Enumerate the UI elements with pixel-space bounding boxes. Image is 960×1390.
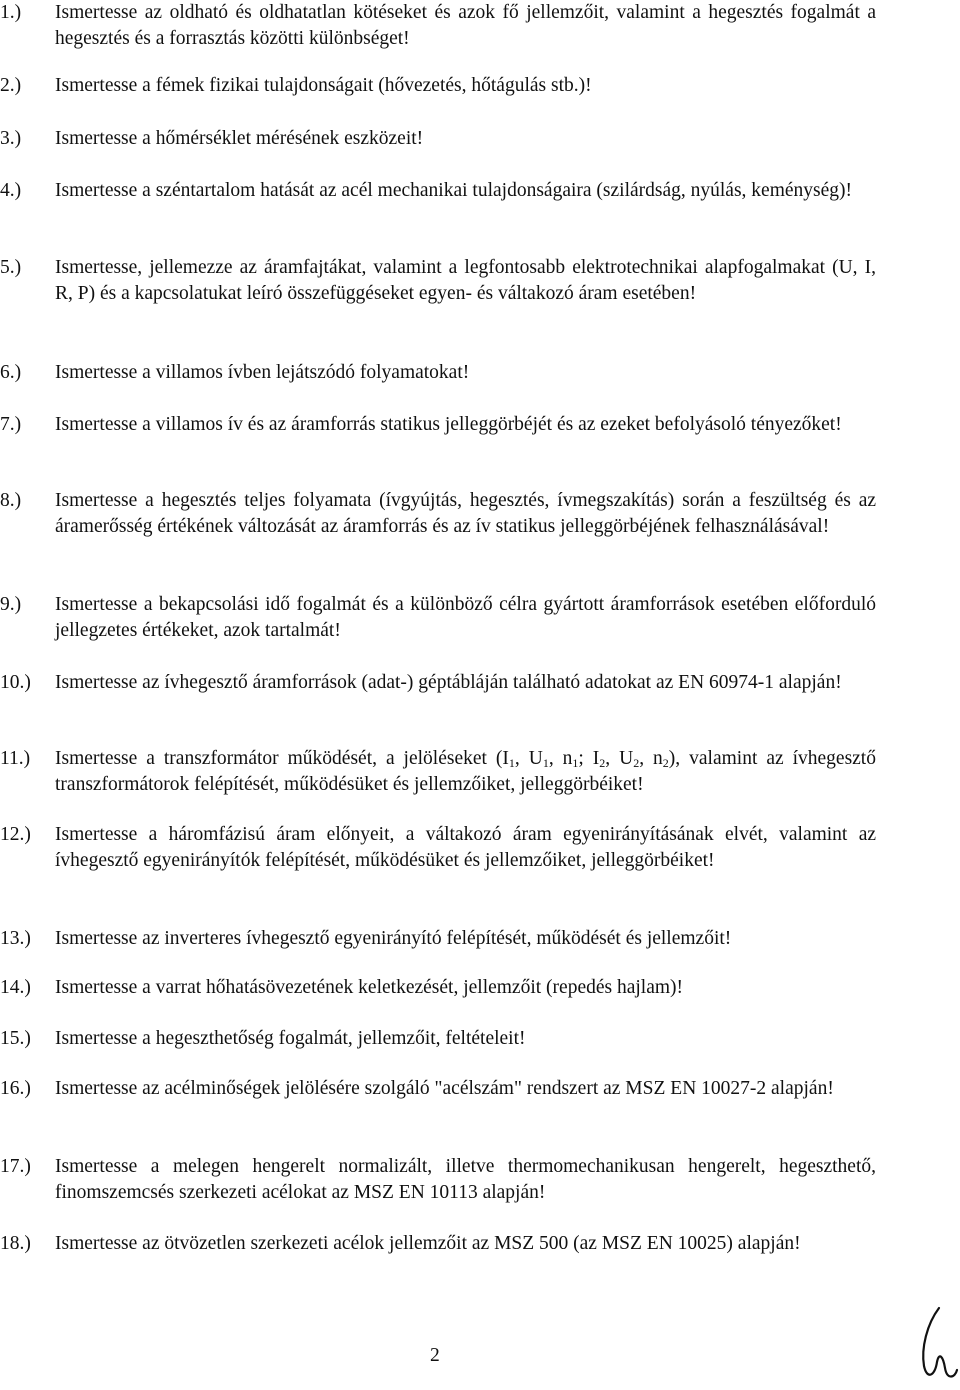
subscript: 1 [542, 756, 549, 770]
item-text: Ismertesse, jellemezze az áramfajtákat, valamint a legfontosabb elektrotechnikai alapfogalmakat (U, I, R, P) és a kapcsolatukat leíró összefüggéseket egyen- és váltakozó áram esetében! [55, 257, 876, 304]
item-number: 5.) [0, 257, 22, 278]
item-number: 2.) [0, 75, 22, 96]
item-number: 7.) [0, 414, 22, 435]
item-number: 11.) [0, 748, 31, 769]
list-item [0, 126, 960, 152]
signature-icon [915, 1300, 960, 1385]
item-text-part: ), valamint az ívhegesztő transzformátorok felépítését, működésüket és jellemzőiket, jelleggörbéiket! [55, 748, 876, 795]
list-item [0, 255, 960, 307]
item-number: 14.) [0, 977, 31, 998]
item-text: Ismertesse a varrat hőhatásövezetének keletkezését, jellemzőit (repedés hajlam)! [55, 977, 684, 998]
list-item [0, 822, 960, 874]
list-item [0, 1026, 960, 1052]
item-text: Ismertesse az ötvözetlen szerkezeti acélok jellemzőit az MSZ 500 (az MSZ EN 10025) alapján! [55, 1233, 801, 1254]
item-number: 8.) [0, 490, 22, 511]
list-item [0, 360, 960, 386]
item-number: 6.) [0, 362, 22, 383]
item-number: 1.) [0, 2, 22, 23]
item-number: 4.) [0, 180, 22, 201]
item-text-part: , n [548, 748, 573, 769]
list-item [0, 670, 960, 696]
page-number: 2 [430, 1345, 440, 1366]
item-text: Ismertesse a hegeszthetőség fogalmát, jellemzőit, feltételeit! [55, 1028, 526, 1049]
subscript: 1 [508, 756, 515, 770]
item-number: 16.) [0, 1078, 31, 1099]
item-text: Ismertesse a bekapcsolási idő fogalmát és a különböző célra gyártott áramforrások esetében előforduló jellegzetes értékeket, azok tartalmát! [55, 594, 876, 641]
item-number: 15.) [0, 1028, 31, 1049]
list-item [0, 746, 960, 798]
item-text: Ismertesse az ívhegesztő áramforrások (adat-) géptábláján található adatokat az EN 60974-1 alapján! [55, 672, 842, 693]
item-text: Ismertesse a villamos ív és az áramforrás statikus jelleggörbéjét és az ezeket befolyásoló tényezőket! [55, 414, 842, 435]
item-text: Ismertesse a fémek fizikai tulajdonságait (hővezetés, hőtágulás stb.)! [55, 75, 592, 96]
item-number: 18.) [0, 1233, 31, 1254]
subscript: 2 [599, 756, 606, 770]
list-item [0, 488, 960, 540]
item-text-part: Ismertesse a transzformátor működését, a jelöléseket (I [55, 748, 509, 769]
item-text-part: , n [639, 748, 663, 769]
list-item [0, 178, 960, 204]
item-text: Ismertesse az oldható és oldhatatlan kötéseket és azok fő jellemzőit, valamint a hegesztés fogalmát a hegesztés és a forrasztás közötti különbséget! [55, 2, 876, 49]
subscript: 1 [572, 756, 579, 770]
item-text: Ismertesse a széntartalom hatását az acél mechanikai tulajdonságaira (szilárdság, nyúlás, keménység)! [55, 180, 852, 201]
subscript: 2 [662, 756, 669, 770]
item-number: 13.) [0, 928, 31, 949]
item-text: Ismertesse a háromfázisú áram előnyeit, a váltakozó áram egyenirányításának elvét, valamint az ívhegesztő egyenirányítók felépítését, működésüket és jellemzőiket, jelleggörbéiket! [55, 824, 876, 871]
item-text: Ismertesse a hőmérséklet mérésének eszközeit! [55, 128, 424, 149]
list-item [0, 73, 960, 99]
item-text-part: , U [605, 748, 634, 769]
item-text: Ismertesse a hegesztés teljes folyamata (ívgyújtás, hegesztés, ívmegszakítás) során a feszültség és az áramerősség értékének változását az áramforrás és az ív statikus jelleggörbéjének felhasználásával! [55, 490, 876, 537]
item-text: Ismertesse az acélminőségek jelölésére szolgáló "acélszám" rendszert az MSZ EN 10027-2 alapján! [55, 1078, 834, 1099]
list-item [0, 412, 960, 438]
list-item [0, 1076, 960, 1102]
signature-mark [915, 1300, 960, 1390]
item-number: 10.) [0, 672, 31, 693]
item-number: 17.) [0, 1156, 31, 1177]
item-text [55, 746, 876, 798]
item-number: 9.) [0, 594, 22, 615]
list-item [0, 592, 960, 644]
subscript: 2 [633, 756, 640, 770]
list-item [0, 0, 960, 52]
list-item [0, 926, 960, 952]
list-item [0, 1154, 960, 1206]
item-text: Ismertesse az inverteres ívhegesztő egyenirányító felépítését, működését és jellemzőit! [55, 928, 732, 949]
item-number: 12.) [0, 824, 31, 845]
item-text: Ismertesse a villamos ívben lejátszódó folyamatokat! [55, 362, 470, 383]
item-number: 3.) [0, 128, 22, 149]
item-text-part: , U [514, 748, 543, 769]
list-item [0, 975, 960, 1001]
item-text-part: ; I [578, 748, 600, 769]
item-text: Ismertesse a melegen hengerelt normalizált, illetve thermomechanikusan hengerelt, hegeszthető, finomszemcsés szerkezeti acélokat az MSZ EN 10113 alapján! [55, 1156, 876, 1203]
list-item [0, 1231, 960, 1257]
